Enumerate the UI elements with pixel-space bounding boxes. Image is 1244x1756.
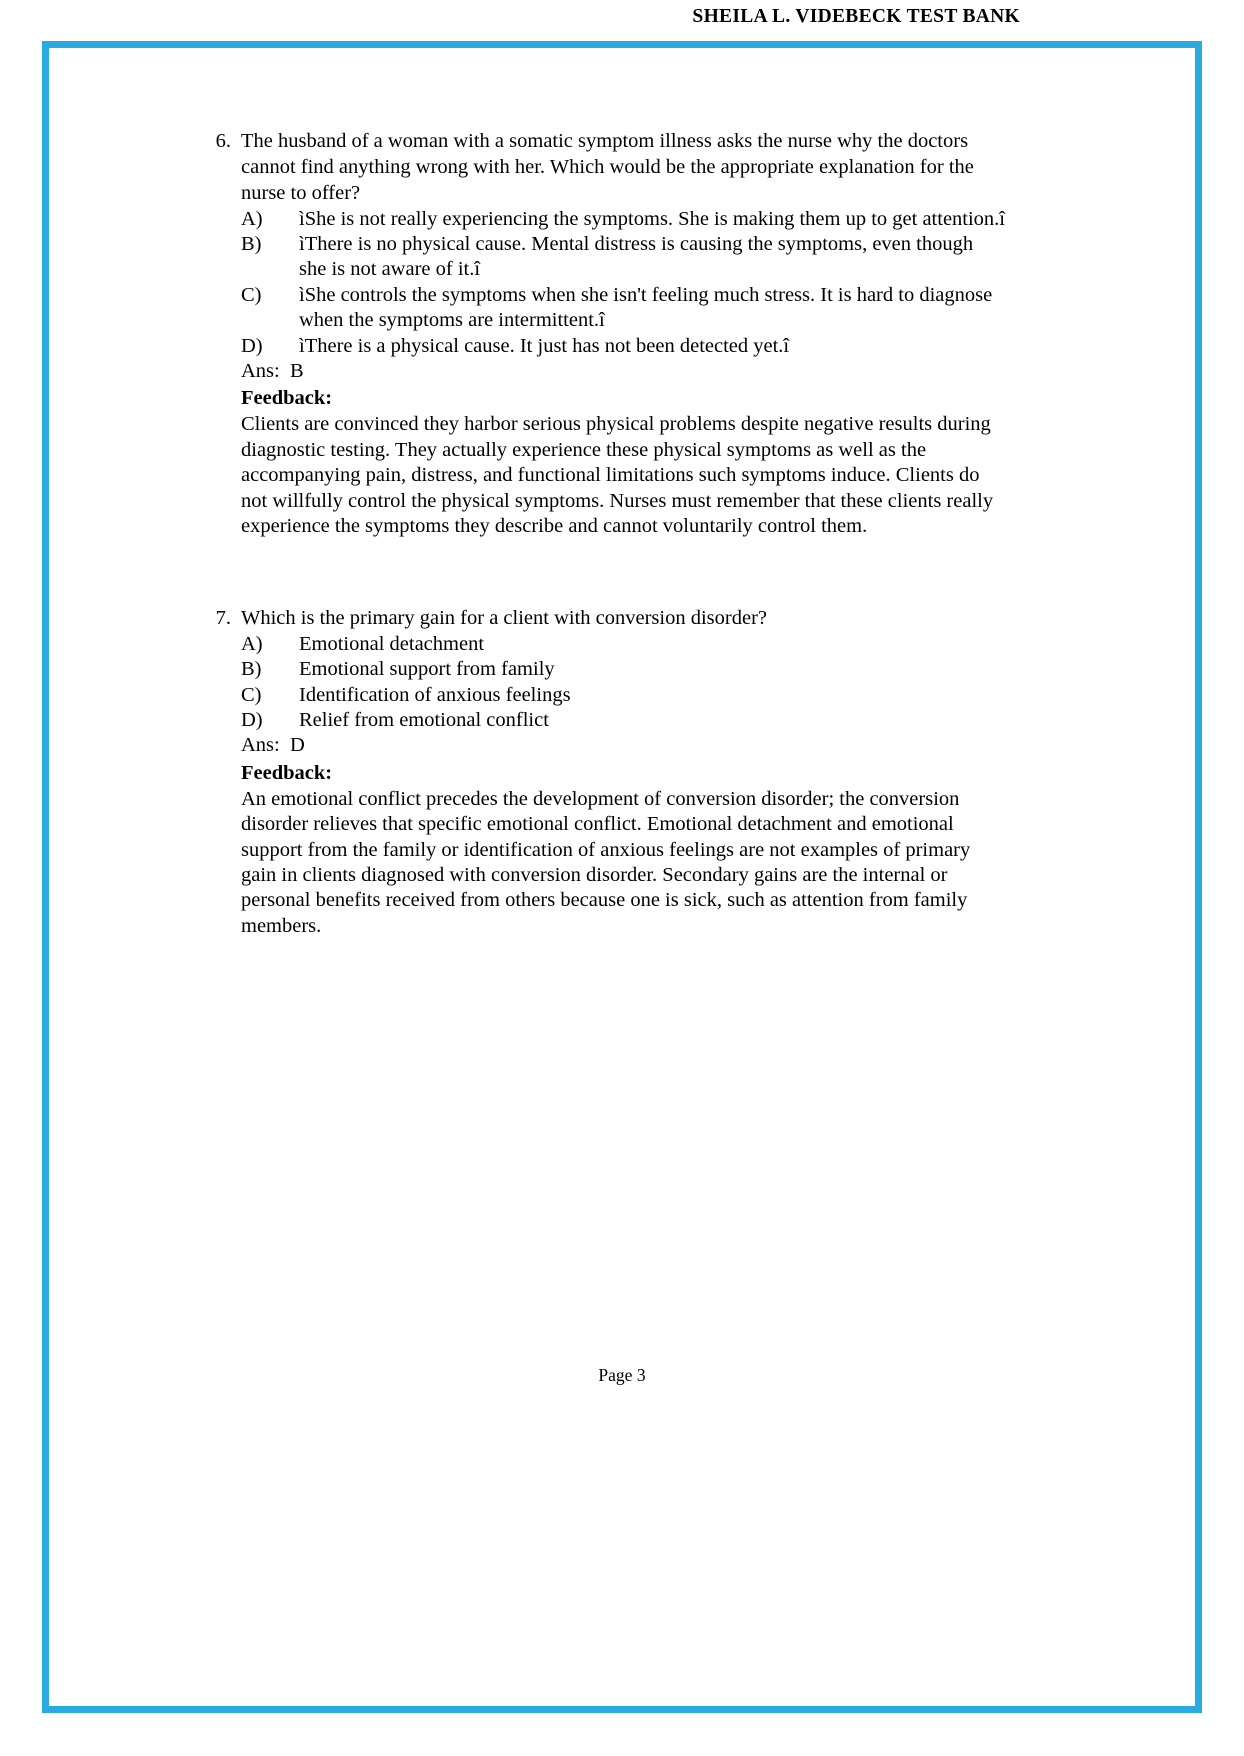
- question-stem-row: [205, 605, 1005, 631]
- option-list: [205, 632, 1005, 734]
- question-block-6: [205, 128, 1005, 539]
- option-list: [205, 207, 1005, 359]
- question-number: 6.: [215, 130, 231, 152]
- option-d[interactable]: [241, 334, 1005, 359]
- option-letter: D): [241, 708, 263, 731]
- option-d[interactable]: [241, 708, 1005, 733]
- option-c[interactable]: [241, 683, 1005, 708]
- option-text: ìShe controls the symptoms when she isn't feeling much stress. It is hard to diagnose when the symptoms are intermittent.î: [299, 283, 993, 332]
- option-b[interactable]: [241, 657, 1005, 682]
- option-text: ìShe is not really experiencing the symptoms. She is making them up to get attention.î: [299, 207, 1005, 230]
- answer-value: B: [289, 360, 304, 383]
- feedback-text: An emotional conflict precedes the development of conversion disorder; the conversion disorder relieves that specific emotional conflict. Emotional detachment and emotional support from the family or identification of anxious feelings are not examples of primary gain in clients diagnosed with conversion disorder. Secondary gains are the internal or personal benefits received from others because one is sick, such as attention from family members.: [241, 787, 971, 937]
- option-text: Relief from emotional conflict: [299, 708, 549, 731]
- answer-label: Ans:: [241, 734, 280, 757]
- section-spacer: [205, 539, 1005, 605]
- option-letter: A): [241, 632, 263, 655]
- feedback-heading: Feedback:: [241, 387, 333, 410]
- question-number: 7.: [215, 607, 231, 630]
- option-text: Identification of anxious feelings: [299, 683, 571, 706]
- question-stem-row: [205, 128, 1005, 207]
- document-running-header: SHEILA L. VIDEBECK TEST BANK: [692, 6, 1020, 27]
- option-letter: B): [241, 233, 262, 256]
- option-a[interactable]: [241, 632, 1005, 657]
- option-text: ìThere is a physical cause. It just has not been detected yet.î: [299, 334, 790, 357]
- question-stem: The husband of a woman with a somatic symptom illness asks the nurse why the doctors cannot find anything wrong with her. Which would be the appropriate explanation for the nurse to offer?: [241, 130, 974, 205]
- page-content: [205, 128, 1005, 939]
- option-letter: D): [241, 334, 263, 357]
- answer-row: [205, 359, 1005, 384]
- answer-label: Ans:: [241, 360, 280, 383]
- answer-row: [205, 733, 1005, 758]
- question-block-7: [205, 605, 1005, 939]
- page-footer: Page 3: [598, 1365, 646, 1385]
- option-letter: B): [241, 658, 262, 681]
- feedback-text: Clients are convinced they harbor serious physical problems despite negative results during diagnostic testing. They actually experience these physical symptoms as well as the accompanying pain, distress, and functional limitations such symptoms induce. Clients do not willfully control the physical symptoms. Nurses must remember that these clients really experience the symptoms they describe and cannot voluntarily control them.: [241, 413, 994, 538]
- question-stem: Which is the primary gain for a client with conversion disorder?: [241, 607, 768, 630]
- option-text: Emotional detachment: [299, 632, 485, 655]
- feedback-heading: Feedback:: [241, 761, 333, 784]
- option-letter: C): [241, 683, 262, 706]
- answer-value: D: [289, 734, 305, 757]
- option-b[interactable]: [241, 232, 1005, 283]
- option-a[interactable]: [241, 207, 1005, 232]
- option-letter: A): [241, 207, 263, 230]
- option-text: Emotional support from family: [299, 658, 555, 681]
- option-text: ìThere is no physical cause. Mental distress is causing the symptoms, even though she is not aware of it.î: [299, 233, 974, 281]
- option-c[interactable]: [241, 283, 1005, 334]
- option-letter: C): [241, 283, 262, 306]
